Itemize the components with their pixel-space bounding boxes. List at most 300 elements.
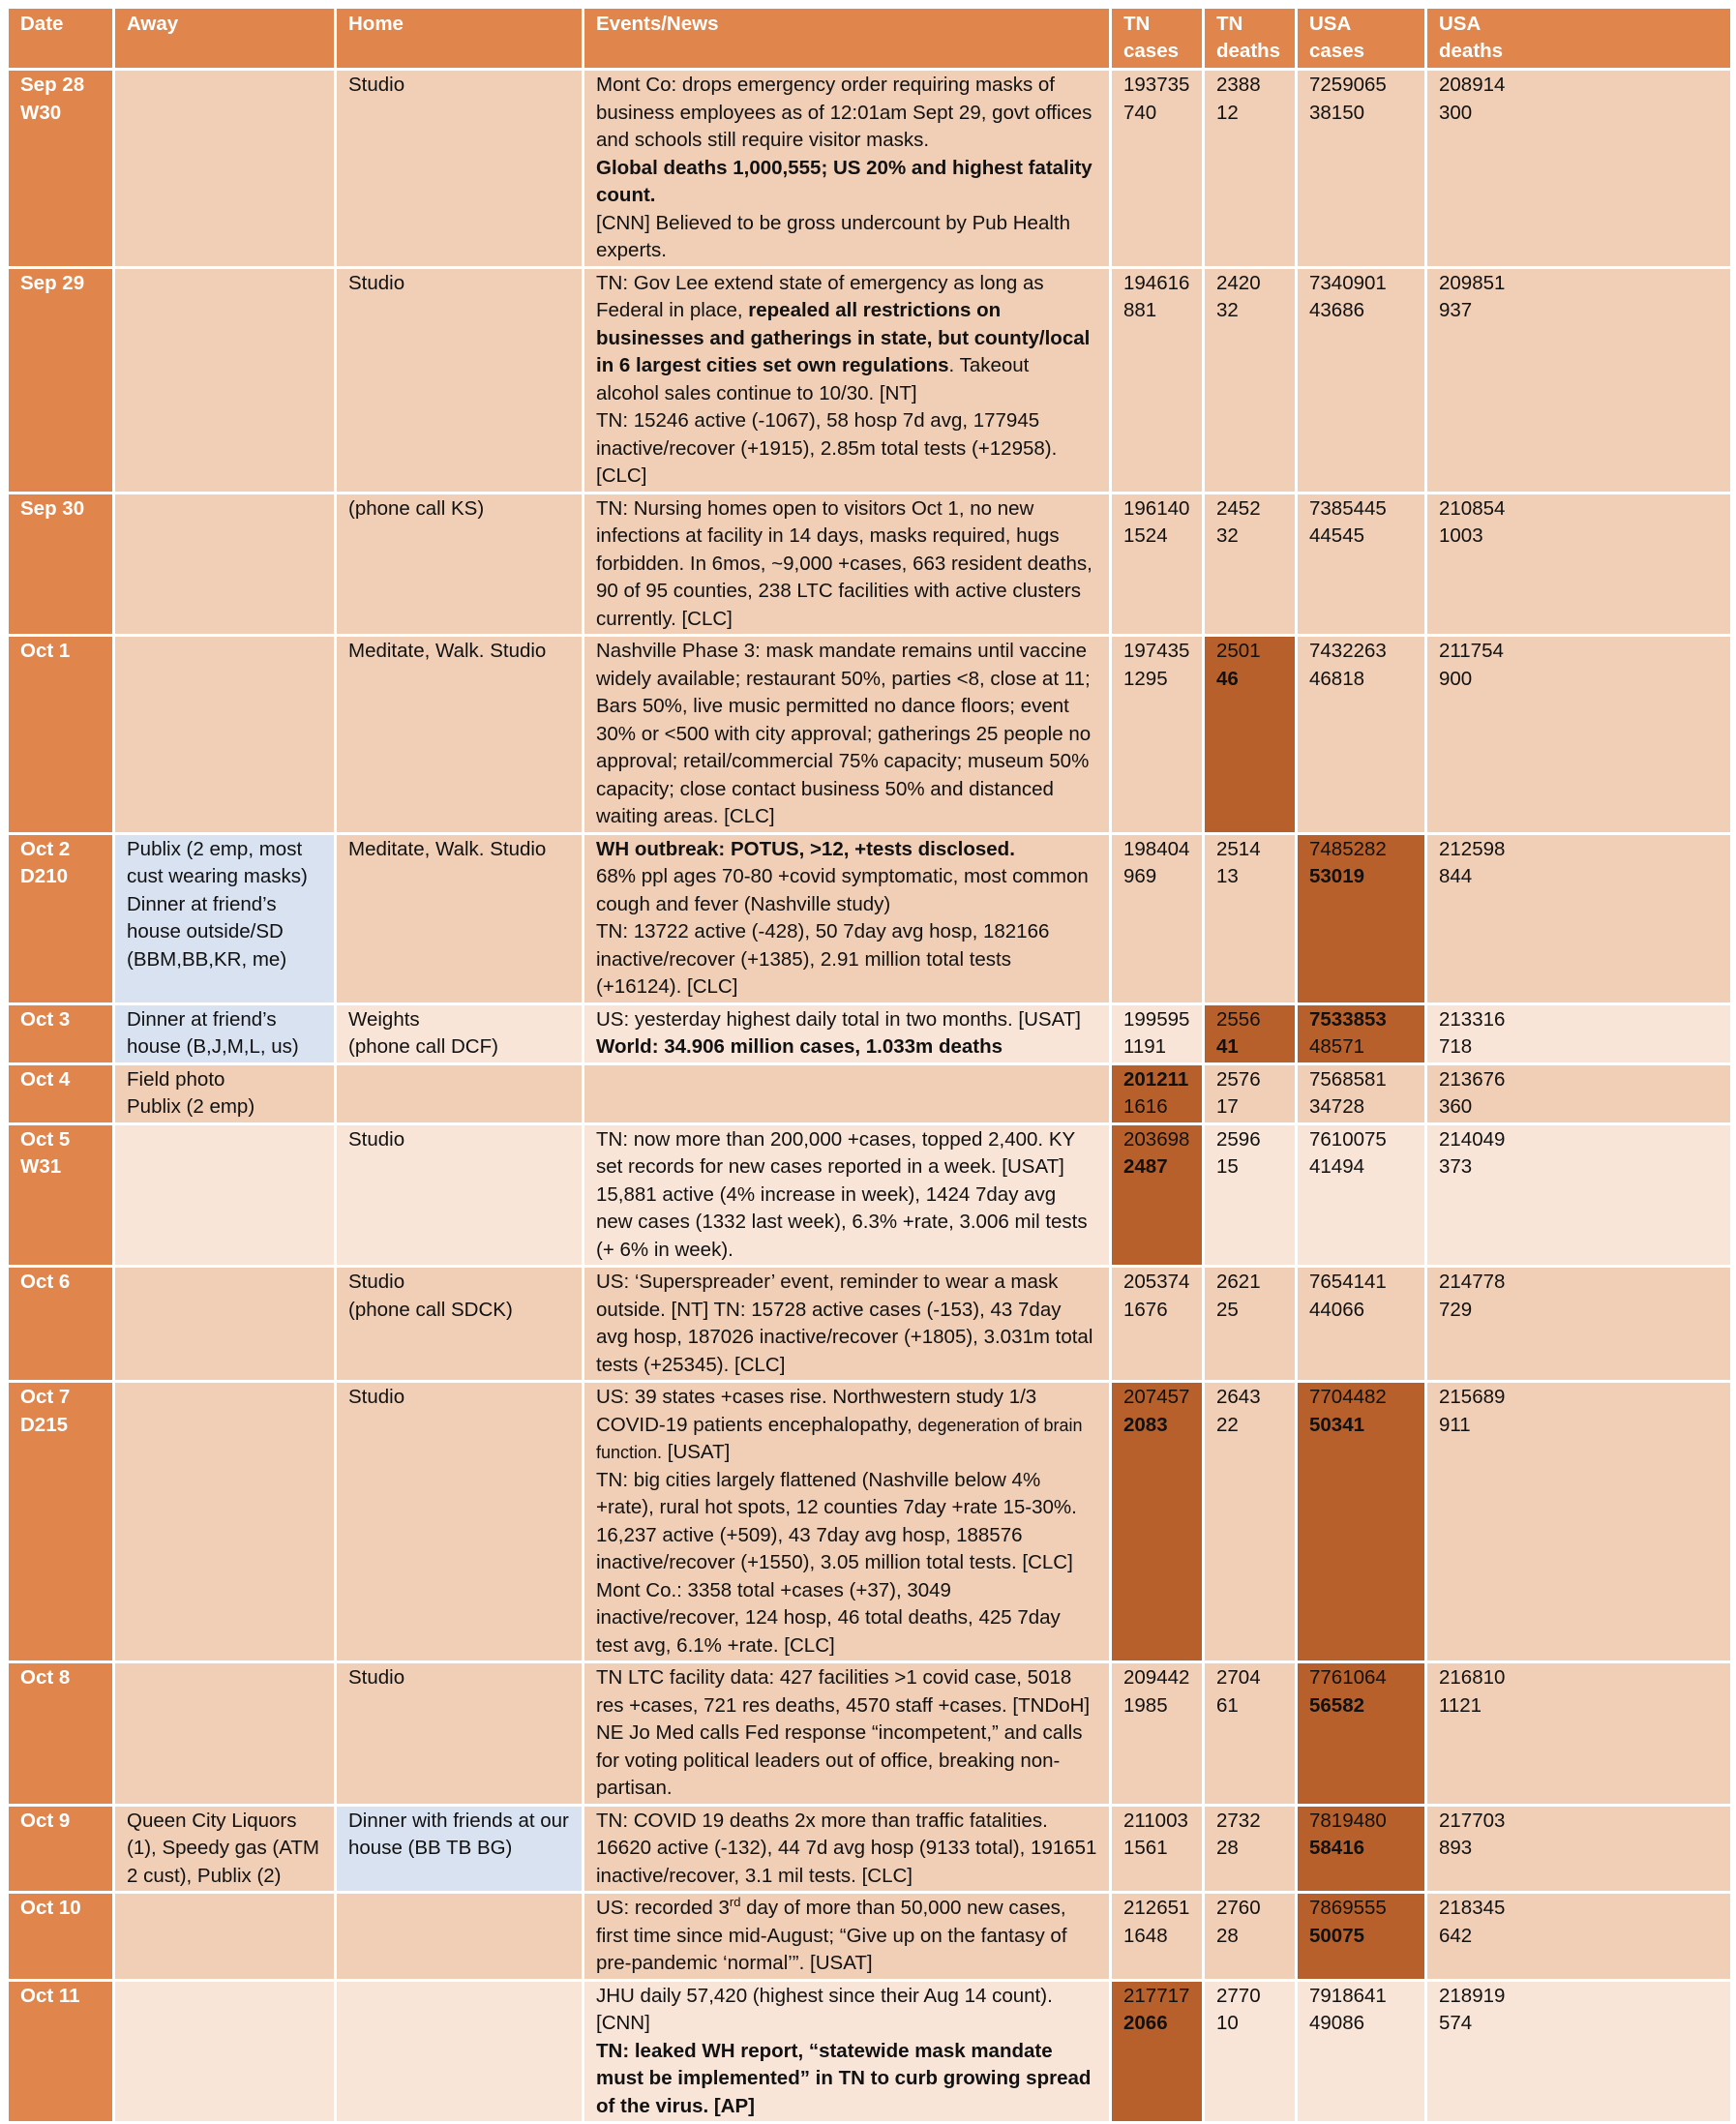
usa-cases-cell: [1297, 493, 1426, 636]
tn-deaths-cell: [1204, 1003, 1297, 1063]
usa-cases-line: 48571: [1309, 1035, 1365, 1058]
tn-cases-cell: [1111, 1980, 1204, 2123]
tn-cases-line: 193735: [1123, 74, 1190, 96]
tn-deaths-line: 2420: [1216, 271, 1261, 294]
home-cell: [336, 267, 584, 493]
home-cell: [336, 1003, 584, 1063]
usa-cases-line: 44066: [1309, 1298, 1365, 1321]
tn-cases-cell: [1111, 267, 1204, 493]
usa-cases-line: 44545: [1309, 524, 1365, 547]
tn-cases-line: 203698: [1123, 1127, 1190, 1151]
tn-deaths-cell: [1204, 1893, 1297, 1981]
usa-deaths-line: 729: [1439, 1298, 1473, 1321]
tn-cases-cell: [1111, 1382, 1204, 1662]
usa-cases-cell: [1297, 1805, 1426, 1893]
tn-deaths-line: 10: [1216, 2012, 1239, 2034]
tn-cases-cell: [1111, 833, 1204, 1003]
usa-deaths-cell: [1426, 1893, 1732, 1981]
tn-cases-cell: [1111, 1267, 1204, 1382]
date-cell: [8, 1662, 114, 1806]
home-line: Dinner with friends at our house (BB TB BG): [348, 1809, 569, 1859]
event-line: [596, 1384, 1097, 1467]
usa-deaths-line: 937: [1439, 299, 1473, 321]
usa-cases-line: 46818: [1309, 667, 1365, 690]
tn-cases-cell: [1111, 1893, 1204, 1981]
tn-deaths-cell: [1204, 1382, 1297, 1662]
usa-deaths-line: 212598: [1439, 837, 1506, 860]
events-cell: [584, 1893, 1111, 1981]
usa-deaths-line: 373: [1439, 1155, 1473, 1178]
home-line: (phone call DCF): [348, 1035, 498, 1058]
event-line: JHU daily 57,420 (highest since their Aug 14 count). [CNN]: [596, 1984, 1053, 2034]
usa-cases-cell: [1297, 1980, 1426, 2123]
usa-cases-line: 7869555: [1309, 1897, 1387, 1919]
home-line: Studio: [348, 1271, 405, 1293]
tn-cases-line: 1561: [1123, 1837, 1168, 1859]
tn-cases-line: 1985: [1123, 1693, 1168, 1717]
tn-deaths-cell: [1204, 70, 1297, 268]
usa-cases-line: 53019: [1309, 865, 1365, 887]
usa-deaths-cell: [1426, 267, 1732, 493]
table-body: [8, 70, 1732, 2123]
tn-cases-line: 207457: [1123, 1386, 1190, 1408]
col-header-home: Home: [336, 8, 584, 70]
tn-deaths-line: 12: [1216, 101, 1239, 124]
home-cell: [336, 636, 584, 834]
date-cell: [8, 1123, 114, 1267]
away-cell: [114, 267, 336, 493]
event-run: day of more than 50,000 new cases, first time since mid-August; “Give up on the fantasy of pre-pandemic ‘normal’”. [USAT]: [596, 1897, 1067, 1974]
home-line: Meditate, Walk. Studio: [348, 640, 547, 662]
away-line: Publix (2 emp): [127, 1095, 255, 1118]
tn-deaths-cell: [1204, 1063, 1297, 1123]
usa-deaths-line: 574: [1439, 2012, 1473, 2034]
home-line: (phone call SDCK): [348, 1298, 513, 1321]
tn-cases-line: 740: [1123, 101, 1157, 124]
event-run: repealed all restrictions on businesses and gatherings in state, but county/local in 6 largest cities set own regulations: [596, 299, 1091, 376]
usa-deaths-line: 216810: [1439, 1666, 1506, 1689]
tn-cases-line: 1524: [1123, 524, 1168, 547]
tn-deaths-line: 2596: [1216, 1127, 1261, 1151]
date-line: D215: [20, 1413, 69, 1436]
tn-deaths-cell: [1204, 1805, 1297, 1893]
events-cell: [584, 1267, 1111, 1382]
event-line: US: yesterday highest daily total in two months. [USAT]: [596, 1007, 1081, 1031]
usa-deaths-line: 218919: [1439, 1984, 1506, 2007]
usa-cases-line: 58416: [1309, 1837, 1365, 1859]
tn-cases-cell: [1111, 493, 1204, 636]
date-cell: [8, 636, 114, 834]
home-line: Studio: [348, 74, 405, 96]
event-line: Mont Co.: 3358 total +cases (+37), 3049 inactive/recover, 124 hosp, 46 total deaths, 425 7day test avg, 6.1% +rate. [CLC]: [596, 1578, 1061, 1657]
tn-cases-cell: [1111, 1003, 1204, 1063]
table-row: [8, 1662, 1732, 1806]
table-row: [8, 636, 1732, 834]
tn-cases-cell: [1111, 1063, 1204, 1123]
usa-deaths-cell: [1426, 1003, 1732, 1063]
tn-deaths-line: 2452: [1216, 496, 1261, 520]
tn-cases-line: 1648: [1123, 1924, 1168, 1947]
home-line: Studio: [348, 1666, 405, 1689]
covid-log-table: [6, 6, 1733, 2124]
tn-cases-line: 209442: [1123, 1666, 1190, 1689]
table-row: [8, 1893, 1732, 1981]
tn-deaths-line: 41: [1216, 1035, 1239, 1058]
usa-cases-line: 34728: [1309, 1095, 1365, 1118]
usa-deaths-line: 214049: [1439, 1127, 1506, 1151]
usa-deaths-line: 360: [1439, 1095, 1473, 1118]
tn-cases-line: 1295: [1123, 667, 1168, 690]
date-line: D210: [20, 865, 69, 887]
date-cell: [8, 833, 114, 1003]
tn-deaths-line: 2501: [1216, 640, 1261, 662]
tn-cases-cell: [1111, 1662, 1204, 1806]
home-cell: [336, 1267, 584, 1382]
usa-deaths-line: 642: [1439, 1924, 1473, 1947]
tn-cases-line: 1616: [1123, 1095, 1168, 1118]
tn-deaths-line: 46: [1216, 667, 1239, 690]
home-cell: [336, 1063, 584, 1123]
event-line: TN: COVID 19 deaths 2x more than traffic fatalities. 16620 active (-132), 44 7d avg hosp (9133 total), 191651 inactive/recover, 3.1 mil tests. [CLC]: [596, 1809, 1097, 1887]
tn-deaths-line: 2760: [1216, 1897, 1261, 1919]
col-header-usa-deaths: USA deaths: [1426, 8, 1732, 70]
events-cell: [584, 1123, 1111, 1267]
home-line: Studio: [348, 271, 405, 294]
usa-deaths-line: 900: [1439, 667, 1473, 690]
usa-deaths-cell: [1426, 1267, 1732, 1382]
col-header-away: Away: [114, 8, 336, 70]
usa-cases-line: 56582: [1309, 1693, 1365, 1717]
usa-cases-line: 38150: [1309, 101, 1365, 124]
home-line: Meditate, Walk. Studio: [348, 837, 547, 860]
away-line: Field photo: [127, 1067, 225, 1091]
usa-cases-line: 43686: [1309, 299, 1365, 321]
usa-cases-line: 50075: [1309, 1924, 1365, 1947]
tn-cases-line: 198404: [1123, 837, 1190, 860]
tn-cases-line: 2487: [1123, 1155, 1168, 1178]
away-line: Dinner at friend’s house outside/SD (BBM,BB,KR, me): [127, 892, 287, 971]
usa-cases-line: 7654141: [1309, 1271, 1387, 1293]
tn-deaths-line: 2643: [1216, 1386, 1261, 1408]
col-header-tn-cases: TN cases: [1111, 8, 1204, 70]
tn-deaths-cell: [1204, 833, 1297, 1003]
usa-deaths-cell: [1426, 1805, 1732, 1893]
events-cell: [584, 1805, 1111, 1893]
home-line: Studio: [348, 1386, 405, 1408]
date-line: Oct 3: [20, 1007, 71, 1031]
col-header-usa-cases: USA cases: [1297, 8, 1426, 70]
events-cell: [584, 70, 1111, 268]
home-line: Studio: [348, 1127, 405, 1151]
home-cell: [336, 1893, 584, 1981]
table-row: [8, 1980, 1732, 2123]
usa-cases-line: 49086: [1309, 2012, 1365, 2034]
home-cell: [336, 1382, 584, 1662]
away-cell: [114, 1893, 336, 1981]
col-header-events: Events/News: [584, 8, 1111, 70]
away-cell: [114, 1980, 336, 2123]
usa-cases-cell: [1297, 70, 1426, 268]
usa-cases-cell: [1297, 1063, 1426, 1123]
tn-deaths-cell: [1204, 267, 1297, 493]
table-row: [8, 1805, 1732, 1893]
usa-deaths-cell: [1426, 1382, 1732, 1662]
event-line: NE Jo Med calls Fed response “incompetent,” and calls for voting political leaders out of office, breaking non-partisan.: [596, 1721, 1083, 1799]
home-cell: [336, 1805, 584, 1893]
tn-deaths-line: 2704: [1216, 1666, 1261, 1689]
tn-deaths-line: 2388: [1216, 74, 1261, 96]
date-line: Oct 8: [20, 1666, 71, 1689]
away-cell: [114, 636, 336, 834]
date-line: Sep 29: [20, 271, 85, 294]
events-cell: [584, 1382, 1111, 1662]
usa-deaths-line: 208914: [1439, 74, 1506, 96]
tn-cases-line: 197435: [1123, 640, 1190, 662]
usa-deaths-cell: [1426, 70, 1732, 268]
tn-deaths-line: 28: [1216, 1837, 1239, 1859]
event-line: US: ‘Superspreader’ event, reminder to wear a mask outside. [NT] TN: 15728 active cases (-153), 43 7day avg hosp, 187026 inactive/recover (+1805), 3.031m total tests (+25345). [CLC]: [596, 1271, 1093, 1376]
event-line: WH outbreak: POTUS, >12, +tests disclosed.: [596, 837, 1015, 860]
table-row: [8, 493, 1732, 636]
usa-deaths-line: 214778: [1439, 1271, 1506, 1293]
date-line: Oct 7: [20, 1386, 71, 1408]
tn-deaths-line: 17: [1216, 1095, 1239, 1118]
usa-deaths-line: 1121: [1439, 1693, 1482, 1717]
usa-cases-line: 7819480: [1309, 1809, 1387, 1832]
tn-deaths-line: 2556: [1216, 1007, 1261, 1031]
usa-cases-line: 7340901: [1309, 271, 1387, 294]
tn-deaths-line: 2576: [1216, 1067, 1261, 1091]
usa-deaths-line: 213676: [1439, 1067, 1506, 1091]
usa-cases-cell: [1297, 267, 1426, 493]
usa-cases-line: 41494: [1309, 1155, 1365, 1178]
usa-cases-line: 7432263: [1309, 640, 1387, 662]
usa-cases-cell: [1297, 1662, 1426, 1806]
away-line: Publix (2 emp, most cust wearing masks): [127, 837, 308, 887]
tn-deaths-cell: [1204, 1267, 1297, 1382]
tn-deaths-cell: [1204, 636, 1297, 834]
tn-cases-cell: [1111, 636, 1204, 834]
tn-deaths-line: 25: [1216, 1298, 1239, 1321]
usa-cases-line: 7918641: [1309, 1984, 1387, 2007]
date-line: W30: [20, 101, 62, 124]
date-line: Sep 28: [20, 74, 85, 96]
date-line: Oct 10: [20, 1897, 81, 1919]
event-run: rd: [729, 1895, 741, 1910]
usa-deaths-cell: [1426, 1662, 1732, 1806]
usa-deaths-line: 718: [1439, 1035, 1473, 1058]
tn-deaths-cell: [1204, 1123, 1297, 1267]
events-cell: [584, 1063, 1111, 1123]
events-cell: [584, 636, 1111, 834]
event-line: TN: leaked WH report, “statewide mask mandate must be implemented” in TN to curb growing spread of the virus. [AP]: [596, 2039, 1092, 2117]
usa-cases-cell: [1297, 1267, 1426, 1382]
usa-cases-line: 7704482: [1309, 1386, 1387, 1408]
table-row: [8, 70, 1732, 268]
date-line: Sep 30: [20, 496, 85, 520]
tn-cases-cell: [1111, 70, 1204, 268]
event-line: 15,881 active (4% increase in week), 1424 7day avg new cases (1332 last week), 6.3% +rate, 3.006 mil tests (+ 6% in week).: [596, 1182, 1088, 1261]
date-cell: [8, 70, 114, 268]
usa-deaths-line: 893: [1439, 1837, 1473, 1859]
away-cell: [114, 833, 336, 1003]
away-line: Queen City Liquors (1), Speedy gas (ATM 2 cust), Publix (2): [127, 1809, 319, 1887]
col-header-date: Date: [8, 8, 114, 70]
tn-cases-line: 212651: [1123, 1897, 1190, 1919]
event-line: World: 34.906 million cases, 1.033m deaths: [596, 1035, 1003, 1058]
event-run: degeneration of brain function.: [596, 1415, 1083, 1462]
tn-deaths-cell: [1204, 1980, 1297, 2123]
tn-deaths-line: 2732: [1216, 1809, 1261, 1832]
event-line: Nashville Phase 3: mask mandate remains until vaccine widely available; restaurant 50%, parties <8, close at 11; Bars 50%, live music permitted no dance floors; event 30% or <500 with city approval; gatherings 25 people no approval; retail/commercial 75% capacity; museum 50% capacity; close contact business 50% and distanced waiting areas. [CLC]: [596, 640, 1092, 827]
events-cell: [584, 833, 1111, 1003]
usa-deaths-cell: [1426, 1980, 1732, 2123]
home-cell: [336, 493, 584, 636]
home-cell: [336, 1980, 584, 2123]
usa-cases-line: 7485282: [1309, 837, 1387, 860]
usa-deaths-cell: [1426, 493, 1732, 636]
usa-deaths-cell: [1426, 636, 1732, 834]
date-cell: [8, 493, 114, 636]
away-cell: [114, 1003, 336, 1063]
usa-cases-line: 7568581: [1309, 1067, 1387, 1091]
usa-deaths-line: 215689: [1439, 1386, 1506, 1408]
event-run: TN: Gov Lee extend state of emergency as long as Federal in place,: [596, 271, 1044, 321]
tn-cases-line: 1191: [1123, 1035, 1167, 1058]
date-line: Oct 9: [20, 1809, 71, 1832]
home-line: (phone call KS): [348, 496, 485, 520]
event-run: US: recorded 3: [596, 1897, 730, 1919]
usa-cases-cell: [1297, 1382, 1426, 1662]
tn-deaths-line: 28: [1216, 1924, 1239, 1947]
date-cell: [8, 1003, 114, 1063]
table-row: [8, 267, 1732, 493]
usa-deaths-line: 844: [1439, 865, 1473, 887]
event-line: TN: Nursing homes open to visitors Oct 1, no new infections at facility in 14 days, masks required, hugs forbidden. In 6mos, ~9,000 +cases, 663 resident deaths, 90 of 95 counties, 238 LTC facilities with active clusters currently. [CLC]: [596, 496, 1092, 630]
table-row: [8, 833, 1732, 1003]
date-cell: [8, 267, 114, 493]
tn-cases-line: 199595: [1123, 1007, 1190, 1031]
usa-deaths-line: 911: [1439, 1413, 1471, 1436]
date-cell: [8, 1267, 114, 1382]
tn-cases-cell: [1111, 1805, 1204, 1893]
usa-deaths-line: 210854: [1439, 496, 1506, 520]
event-line: Global deaths 1,000,555; US 20% and highest fatality count.: [596, 156, 1092, 206]
home-line: Weights: [348, 1007, 420, 1031]
tn-cases-line: 201211: [1123, 1067, 1189, 1091]
event-line: [CNN] Believed to be gross undercount by Pub Health experts.: [596, 211, 1070, 261]
home-cell: [336, 833, 584, 1003]
usa-cases-line: 7259065: [1309, 74, 1387, 96]
tn-deaths-line: 2770: [1216, 1984, 1261, 2007]
away-cell: [114, 70, 336, 268]
event-line: TN: big cities largely flattened (Nashville below 4% +rate), rural hot spots, 12 counties 7day +rate 15-30%. 16,237 active (+509), 43 7day avg hosp, 188576 inactive/recover (+1550), 3.05 million total tests. [CLC]: [596, 1468, 1077, 1573]
tn-cases-cell: [1111, 1123, 1204, 1267]
date-line: W31: [20, 1155, 62, 1178]
col-header-tn-deaths: TN deaths: [1204, 8, 1297, 70]
away-cell: [114, 1662, 336, 1806]
usa-deaths-line: 300: [1439, 101, 1473, 124]
events-cell: [584, 1662, 1111, 1806]
table-row: [8, 1063, 1732, 1123]
events-cell: [584, 493, 1111, 636]
events-cell: [584, 1980, 1111, 2123]
tn-deaths-line: 2621: [1216, 1271, 1261, 1293]
usa-deaths-cell: [1426, 833, 1732, 1003]
table-row: [8, 1003, 1732, 1063]
home-cell: [336, 1662, 584, 1806]
tn-cases-line: 211003: [1123, 1809, 1188, 1832]
date-line: Oct 11: [20, 1984, 80, 2007]
events-cell: [584, 267, 1111, 493]
table-row: [8, 1123, 1732, 1267]
date-cell: [8, 1805, 114, 1893]
tn-deaths-line: 61: [1216, 1693, 1239, 1717]
events-cell: [584, 1003, 1111, 1063]
tn-deaths-cell: [1204, 493, 1297, 636]
tn-cases-line: 194616: [1123, 271, 1190, 294]
event-line: TN LTC facility data: 427 facilities >1 covid case, 5018 res +cases, 721 res deaths, 4570 staff +cases. [TNDoH]: [596, 1666, 1091, 1717]
home-cell: [336, 1123, 584, 1267]
tn-cases-line: 881: [1123, 299, 1157, 321]
usa-deaths-cell: [1426, 1063, 1732, 1123]
event-line: Mont Co: drops emergency order requiring masks of business employees as of 12:01am Sept 29, govt offices and schools still require visitor masks.: [596, 74, 1092, 151]
table-row: [8, 1267, 1732, 1382]
away-cell: [114, 1382, 336, 1662]
event-line: [596, 270, 1097, 408]
usa-cases-line: 50341: [1309, 1413, 1365, 1436]
usa-deaths-line: 213316: [1439, 1007, 1506, 1031]
away-cell: [114, 1063, 336, 1123]
usa-cases-cell: [1297, 636, 1426, 834]
date-line: Oct 1: [20, 640, 71, 662]
usa-cases-line: 7761064: [1309, 1666, 1387, 1689]
tn-deaths-line: 13: [1216, 865, 1239, 887]
event-run: US: 39 states +cases rise. Northwestern study 1/3 COVID-19 patients encephalopathy,: [596, 1386, 1037, 1436]
date-line: Oct 2: [20, 837, 71, 860]
tn-deaths-line: 15: [1216, 1155, 1239, 1178]
tn-deaths-line: 32: [1216, 524, 1239, 547]
tn-cases-line: 205374: [1123, 1271, 1190, 1293]
date-cell: [8, 1063, 114, 1123]
usa-cases-cell: [1297, 1123, 1426, 1267]
usa-deaths-cell: [1426, 1123, 1732, 1267]
tn-deaths-line: 2514: [1216, 837, 1261, 860]
usa-cases-cell: [1297, 833, 1426, 1003]
usa-cases-cell: [1297, 1003, 1426, 1063]
away-cell: [114, 1267, 336, 1382]
usa-cases-line: 7610075: [1309, 1127, 1387, 1151]
usa-deaths-line: 217703: [1439, 1809, 1506, 1832]
event-line: TN: 13722 active (-428), 50 7day avg hosp, 182166 inactive/recover (+1385), 2.91 million total tests (+16124). [CLC]: [596, 920, 1050, 998]
usa-deaths-line: 209851: [1439, 271, 1506, 294]
tn-cases-line: 217717: [1123, 1984, 1190, 2007]
header-row: [8, 8, 1732, 70]
tn-cases-line: 1676: [1123, 1298, 1168, 1321]
tn-cases-line: 2066: [1123, 2012, 1168, 2034]
date-line: Oct 4: [20, 1067, 71, 1091]
tn-cases-line: 196140: [1123, 496, 1190, 520]
tn-cases-line: 969: [1123, 865, 1157, 887]
tn-cases-line: 2083: [1123, 1413, 1168, 1436]
usa-deaths-line: 218345: [1439, 1897, 1506, 1919]
away-cell: [114, 493, 336, 636]
tn-deaths-line: 22: [1216, 1413, 1239, 1436]
usa-cases-cell: [1297, 1893, 1426, 1981]
away-cell: [114, 1123, 336, 1267]
usa-cases-line: 7533853: [1309, 1007, 1387, 1031]
date-cell: [8, 1893, 114, 1981]
